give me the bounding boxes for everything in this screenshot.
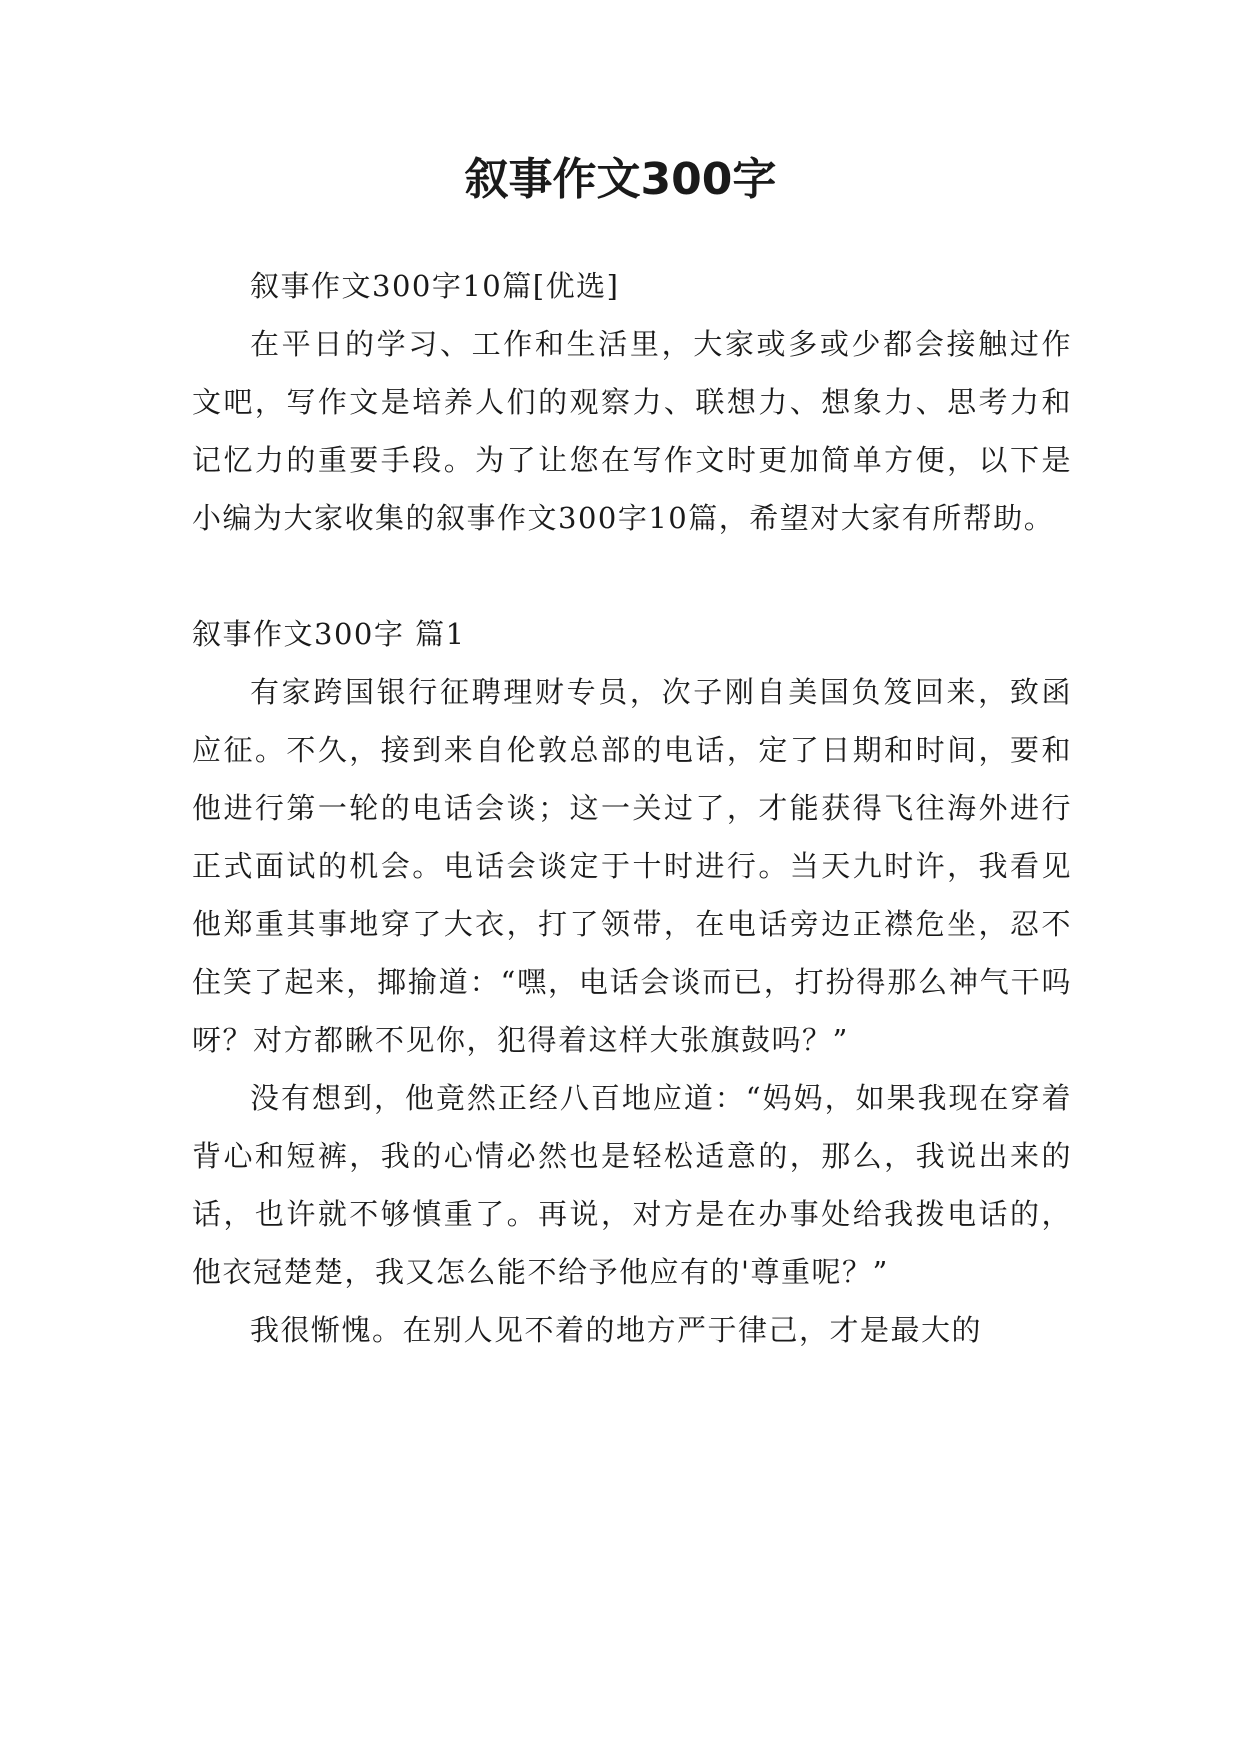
body-paragraph: 有家跨国银行征聘理财专员，次子刚自美国负笈回来，致函应征。不久，接到来自伦敦总部的电话，定了日期和时间，要和他进行第一轮的电话会谈；这一关过了，才能获得飞往海外进行正式面试的机会。电话会谈定于十时进行。当天九时许，我看见他郑重其事地穿了大衣，打了领带，在电话旁边正襟危坐，忍不住笑了起来，揶揄道：“嘿，电话会谈而已，打扮得那么神气干吗呀？对方都瞅不见你，犯得着这样大张旗鼓吗？” — [192, 675, 1072, 1057]
section-heading: 叙事作文300字 篇1 — [192, 617, 466, 651]
body-paragraph: 我很惭愧。在别人见不着的地方严于律己，才是最大的 — [250, 1313, 983, 1347]
document-body — [192, 257, 1072, 1359]
document-title: 叙事作文300字 — [464, 154, 777, 205]
document-subtitle: 叙事作文300字10篇[优选] — [250, 269, 620, 303]
body-paragraph: 没有想到，他竟然正经八百地应道：“妈妈，如果我现在穿着背心和短裤，我的心情必然也是轻松适意的，那么，我说出来的话，也许就不够慎重了。再说，对方是在办事处给我拨电话的，他衣冠楚楚，我又怎么能不给予他应有的'尊重呢？” — [192, 1081, 1072, 1289]
intro-paragraph: 在平日的学习、工作和生活里，大家或多或少都会接触过作文吧，写作文是培养人们的观察力、联想力、想象力、思考力和记忆力的重要手段。为了让您在写作文时更加简单方便，以下是小编为大家收集的叙事作文300字10篇，希望对大家有所帮助。 — [192, 327, 1072, 535]
